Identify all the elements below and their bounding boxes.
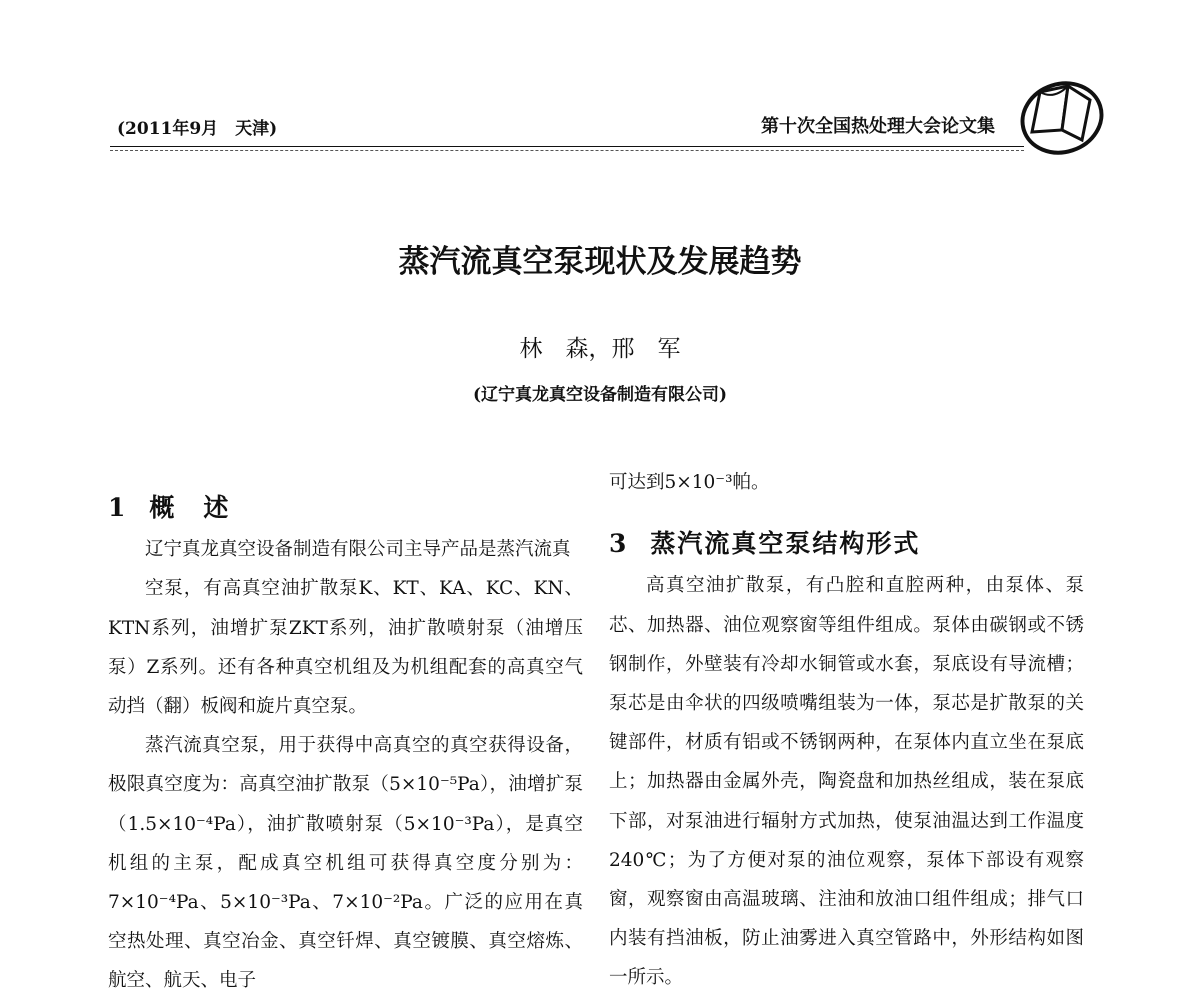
section-number: 3 <box>609 529 629 559</box>
section-heading <box>609 524 1084 563</box>
paragraph: 空泵，有高真空油扩散泵K、KT、KA、KC、KN、KTN系列，油增扩泵ZKT系列，油扩散喷射泵（油增压泵）Z系列。还有各种真空机组及为机组配套的高真空气动挡（翻）板阀和旋片真空泵。 <box>108 578 583 718</box>
right-column <box>609 455 1084 998</box>
section-title: 概 述 <box>149 493 231 522</box>
section-title: 蒸汽流真空泵结构形式 <box>650 529 921 559</box>
running-header-right: 第十次全国热处理大会论文集 <box>761 116 995 137</box>
continued-line: 可达到5×10⁻³帕。 <box>609 472 770 493</box>
paper-affiliation: (辽宁真龙真空设备制造有限公司) <box>472 385 728 405</box>
header-rule <box>110 146 1024 147</box>
paragraph: 高真空油扩散泵，有凸腔和直腔两种，由泵体、泵芯、加热器、油位观察窗等组件组成。泵体由碳钢或不锈钢制作，外壁装有冷却水铜管或水套，泵底设有导流槽；泵芯是由伞状的四级喷嘴组装为一体，泵芯是扩散泵的关键部件，材质有铝或不锈钢两种，在泵体内直立坐在泵底上；加热器由金属外壳，陶瓷盘和加热丝组成，装在泵底下部，对泵油进行辐射方式加热，使泵油温达到工作温度240℃；为了方便对泵的油位观察，泵体下部设有观察窗，观察窗由高温玻璃、注油和放油口组件组成；排气口内装有挡油板，防止油雾进入真空管路中，外形结构如图一所示。 <box>609 575 1084 989</box>
book-logo-icon <box>1010 70 1106 160</box>
header-rule-dashed <box>110 150 1024 151</box>
running-header-left: (2011年9月 天津) <box>117 119 278 139</box>
paper-title: 蒸汽流真空泵现状及发展趋势 <box>398 244 802 280</box>
paragraph: 辽宁真龙真空设备制造有限公司主导产品是蒸汽流真 <box>145 539 571 561</box>
paragraph: 蒸汽流真空泵，用于获得中高真空的真空获得设备，极限真空度为：高真空油扩散泵（5×10⁻⁵Pa），油增扩泵（1.5×10⁻⁴Pa），油扩散喷射泵（5×10⁻³Pa），是真空机组的主泵，配成真空机组可获得真空度分别为：7×10⁻⁴Pa、5×10⁻³Pa、7×10⁻²Pa。广泛的应用在真空热处理、真空冶金、真空钎焊、真空镀膜、真空熔炼、航空、航天、电子 <box>108 735 583 992</box>
paper-authors: 林 森，邢 军 <box>519 336 681 362</box>
left-column <box>108 455 583 1001</box>
section-number: 1 <box>108 493 128 522</box>
section-heading <box>108 488 583 527</box>
